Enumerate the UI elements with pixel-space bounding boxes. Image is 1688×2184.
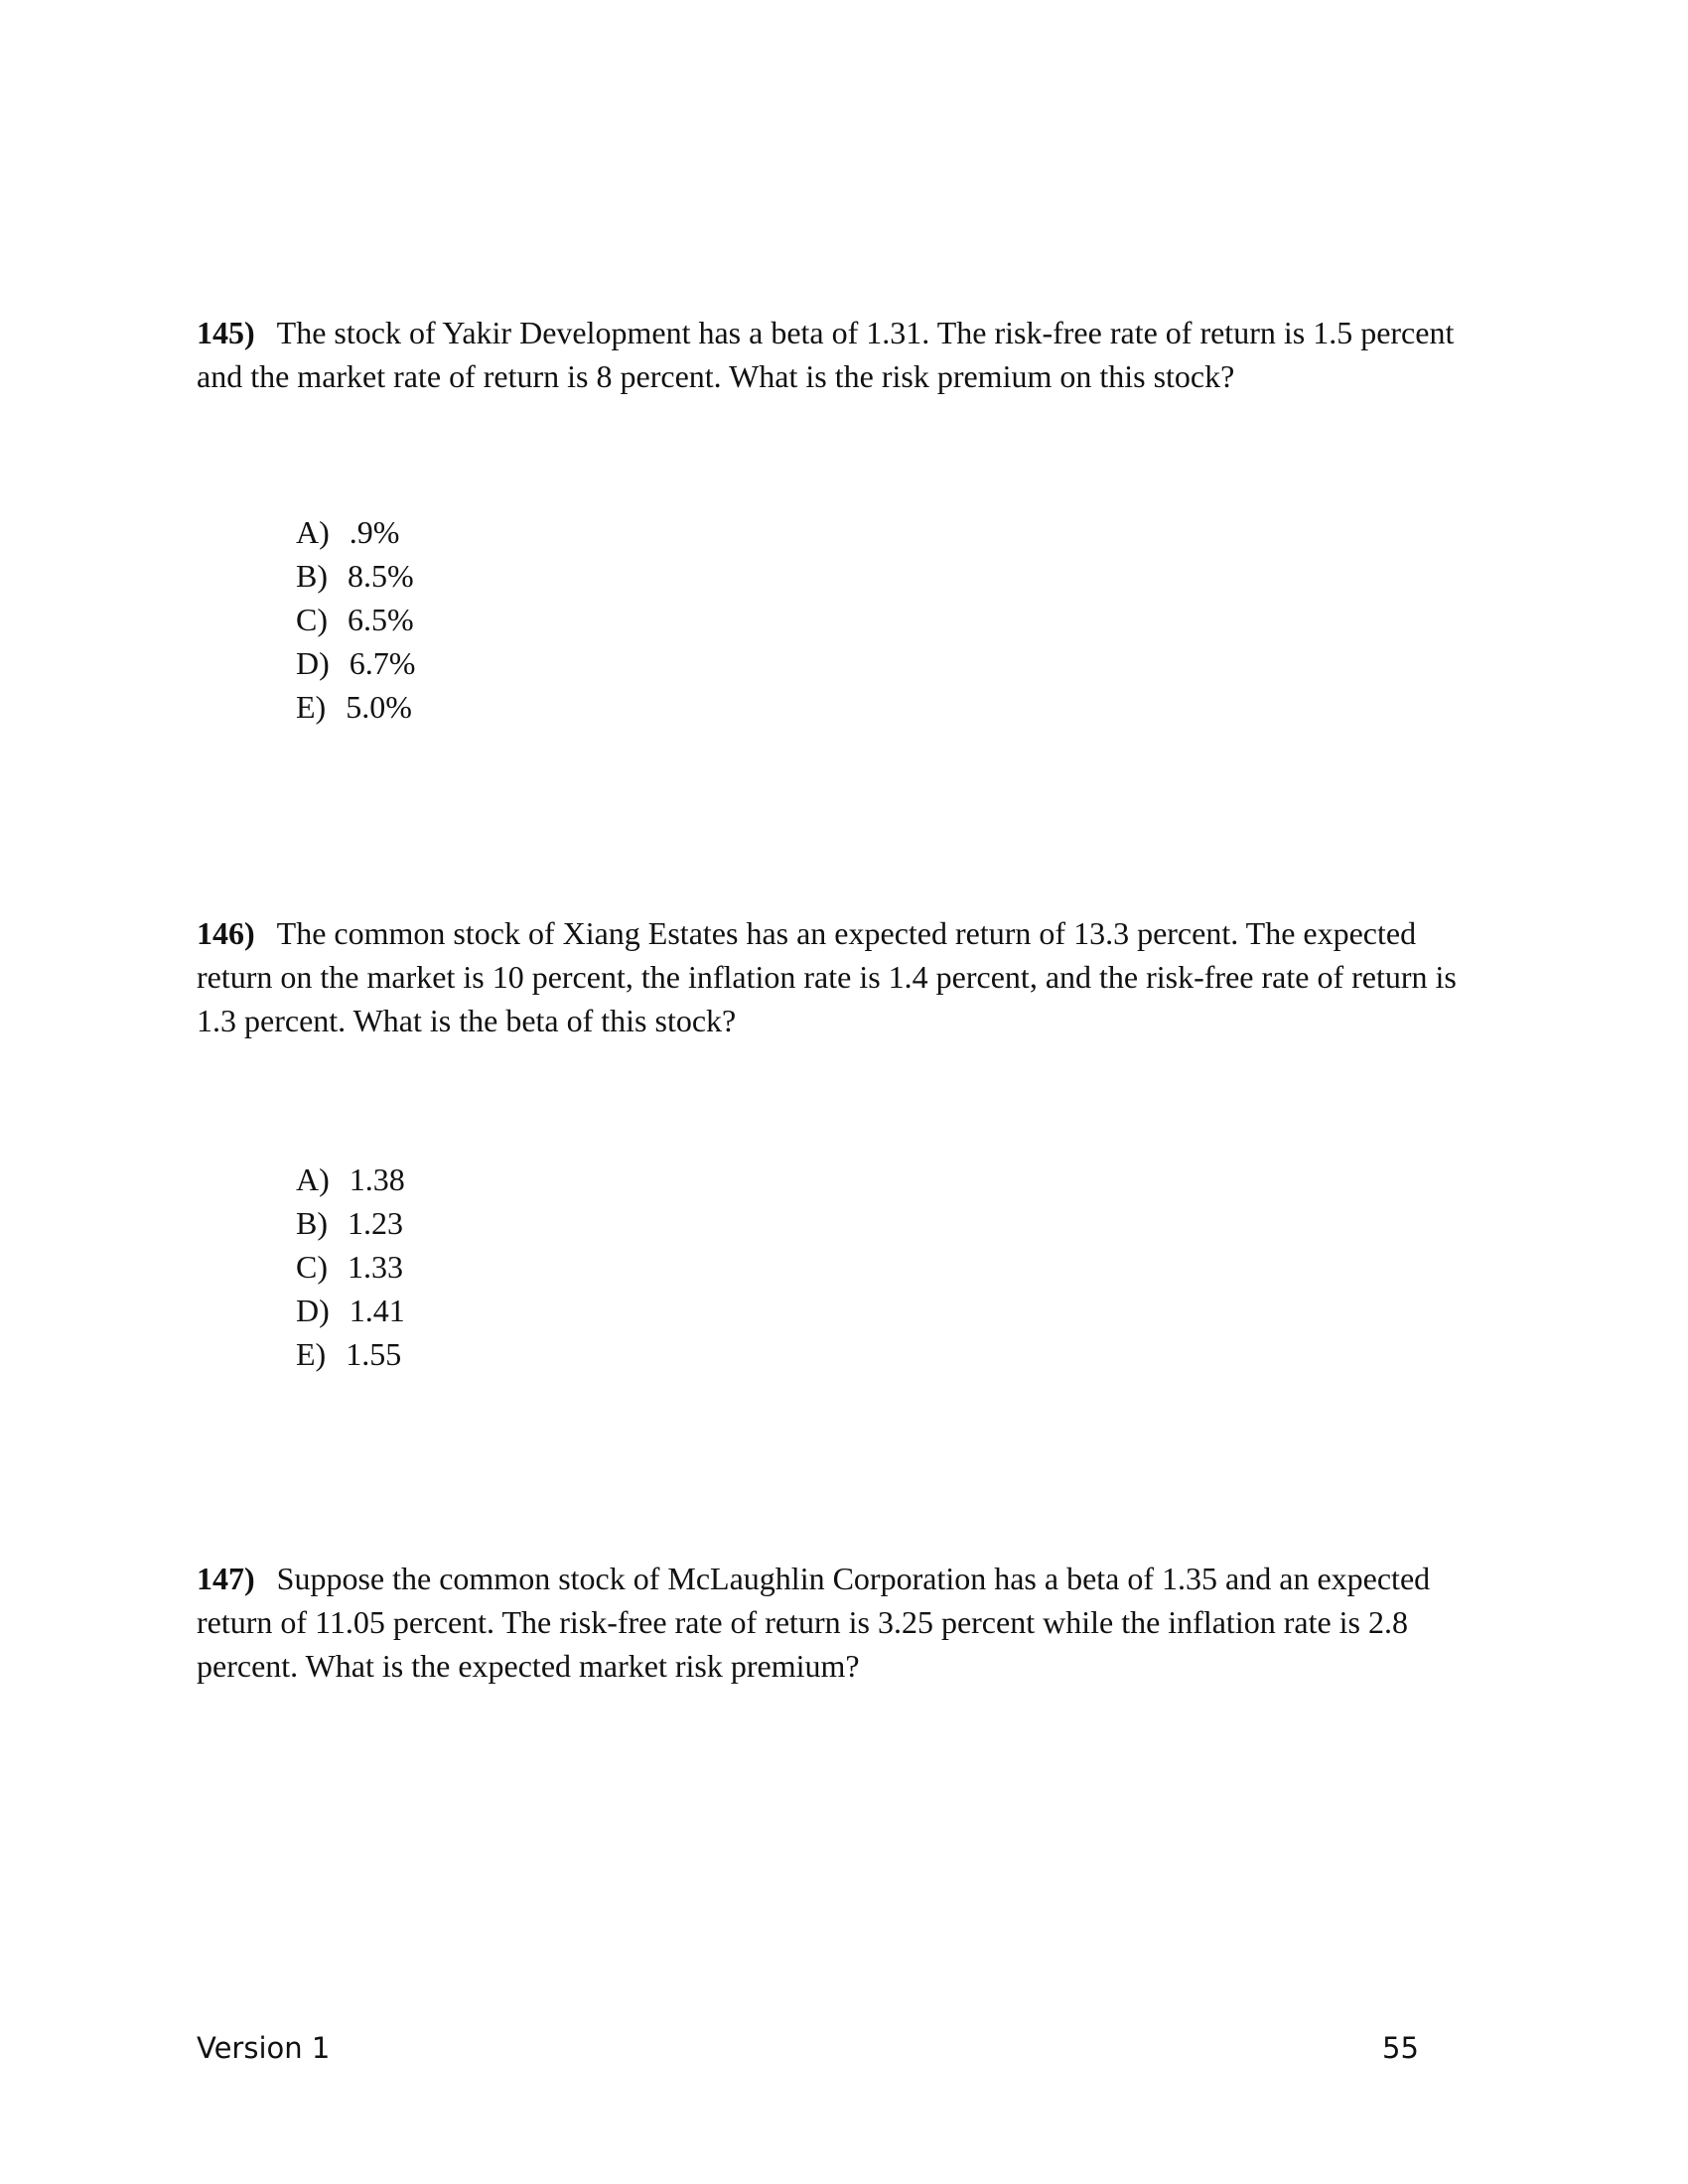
choice-letter: D): [296, 645, 330, 681]
answer-choice: [296, 1289, 405, 1332]
question-number: 147): [197, 1561, 255, 1596]
choice-letter: A): [296, 514, 330, 550]
choice-letter: D): [296, 1293, 330, 1328]
choice-letter: A): [296, 1161, 330, 1197]
answer-choice: [296, 1245, 405, 1289]
choice-letter: C): [296, 1249, 328, 1285]
choice-value: .9%: [349, 514, 400, 550]
answer-choice: [296, 1158, 405, 1201]
answer-choice: [296, 1332, 405, 1376]
choice-value: 1.23: [348, 1205, 403, 1241]
question-number: 145): [197, 315, 255, 350]
answer-choice: [296, 685, 415, 729]
choice-value: 6.5%: [348, 602, 414, 637]
choice-value: 5.0%: [346, 689, 412, 725]
question-text: [197, 911, 1487, 1042]
choice-value: 1.33: [348, 1249, 403, 1285]
question-146: [197, 911, 1487, 1042]
choice-letter: E): [296, 1336, 327, 1372]
question-145: [197, 311, 1487, 398]
question-body: The stock of Yakir Development has a beta of 1.31. The risk-free rate of return is 1.5 percent and the market rate of return is 8 percent. What is the risk premium on this stock?: [197, 315, 1455, 394]
question-147: [197, 1557, 1487, 1688]
choice-value: 6.7%: [349, 645, 416, 681]
page-number: 55: [1382, 2031, 1419, 2065]
choice-letter: E): [296, 689, 327, 725]
choice-value: 1.38: [349, 1161, 405, 1197]
question-number: 146): [197, 915, 255, 951]
answer-choice: [296, 554, 415, 598]
question-text: [197, 1557, 1487, 1688]
choice-value: 8.5%: [348, 558, 414, 594]
answer-choices-146: [296, 1158, 405, 1376]
question-body: Suppose the common stock of McLaughlin Corporation has a beta of 1.35 and an expected return of 11.05 percent. The risk-free rate of return is 3.25 percent while the inflation rate is 2.8 percent. What is the expected market risk premium?: [197, 1561, 1431, 1684]
question-body: The common stock of Xiang Estates has an expected return of 13.3 percent. The expected return on the market is 10 percent, the inflation rate is 1.4 percent, and the risk-free rate of return is 1.3 percent. What is the beta of this stock?: [197, 915, 1457, 1038]
answer-choice: [296, 1201, 405, 1245]
choice-value: 1.55: [346, 1336, 402, 1372]
choice-letter: C): [296, 602, 328, 637]
choice-value: 1.41: [349, 1293, 405, 1328]
answer-choice: [296, 641, 415, 685]
question-text: [197, 311, 1487, 398]
choice-letter: B): [296, 558, 328, 594]
answer-choices-145: [296, 510, 415, 729]
footer-version: Version 1: [197, 2031, 331, 2065]
answer-choice: [296, 510, 415, 554]
answer-choice: [296, 598, 415, 641]
choice-letter: B): [296, 1205, 328, 1241]
